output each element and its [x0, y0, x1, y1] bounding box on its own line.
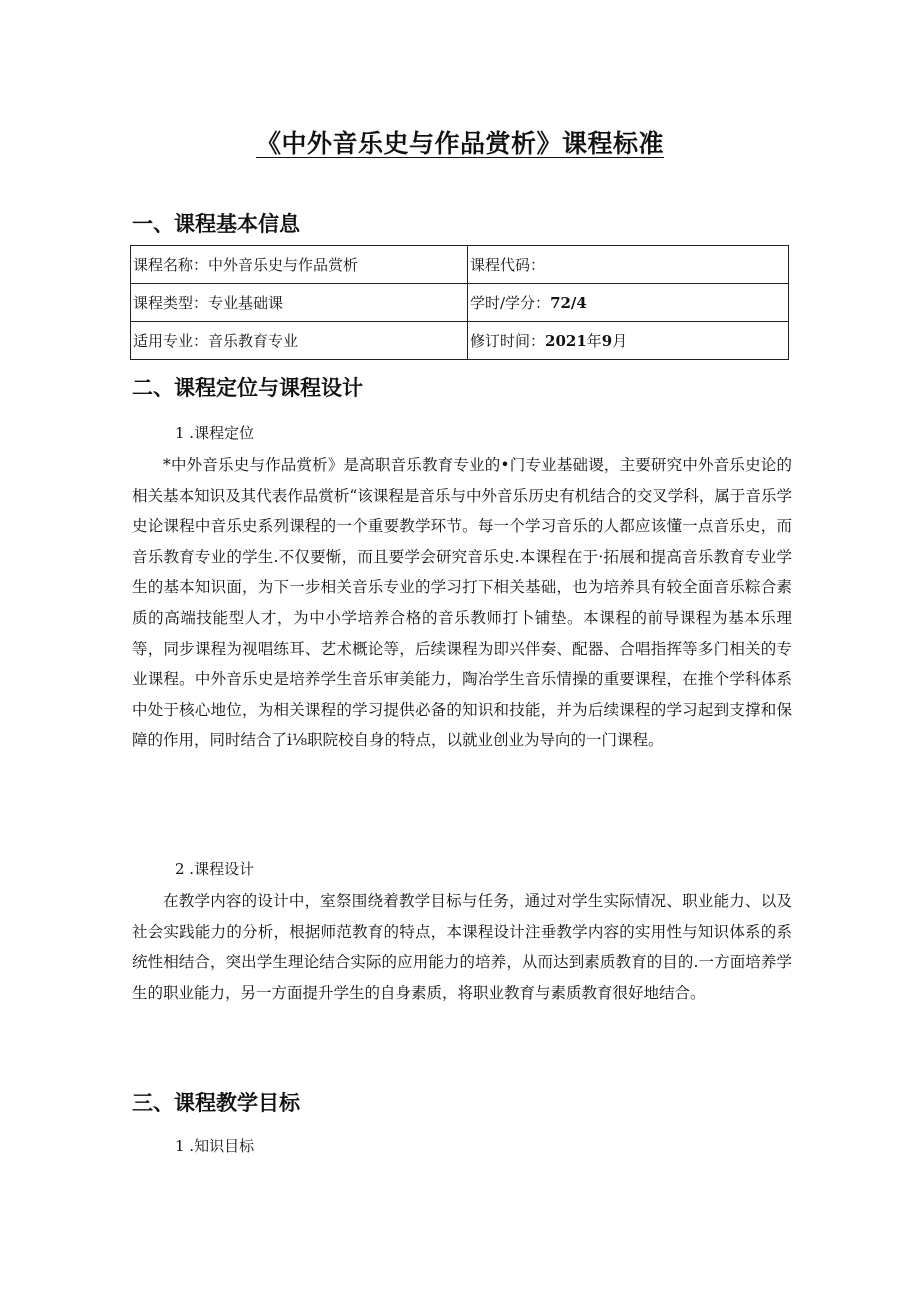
revision-year-unit: 年	[586, 332, 602, 350]
course-major-value: 音乐教育专业	[208, 332, 299, 350]
table-row	[131, 322, 789, 360]
revision-month-unit: 月	[612, 332, 628, 350]
revision-year: 2021	[545, 332, 587, 350]
course-type-label: 课程类型：	[133, 294, 209, 312]
section-heading-basic-info: 一、课程基本信息	[132, 212, 300, 236]
course-info-table	[130, 245, 789, 360]
course-type-cell	[131, 284, 468, 322]
subsection-heading-design: 2 .课程设计	[175, 860, 255, 878]
section-heading-teaching-goals: 三、课程教学目标	[132, 1091, 300, 1115]
course-type-value: 专业基础课	[208, 294, 284, 312]
subsection-heading-knowledge: 1 .知识目标	[175, 1137, 255, 1155]
positioning-paragraph: *中外音乐史与作品赏析》是高职音乐教育专业的•门专业基础谡，主要研究中外音乐史论的相关基本知识及其代表作品赏析“该课程是音乐与中外音乐历史有机结合的交叉学科，属于音乐学史论课程中音乐史系列课程的一个重要教学环节。每一个学习音乐的人都应该懂一点音乐史，而音乐教育专业的学生.不仅要惭，而且要学会研究音乐史.本课程在于·拓展和提高音乐教育专业学生的基本知识面，为下一步相关音乐专业的学习打下相关基础，也为培养具有较全面音乐粽合素质的高端技能型人才，为中小学培养合格的音乐教师打卜铺垫。本课程的前导课程为基本乐理等，同步课程为视唱练耳、艺术概论等，后续课程为即兴伴奏、配器、合唱指挥等多门相关的专业课程。中外音乐史是培养学生音乐审美能力，陶冶学生音乐情操的重要课程，在推个学科体系中处于核心地位，为相关课程的学习提供必备的知识和技能，并为后续课程的学习起到支撑和保障的作用，同时结合了i⅛职院校自身的特点，以就业创业为导向的一门课程。	[132, 456, 792, 750]
revision-month: 9	[601, 332, 613, 350]
course-hours-value: 72/4	[550, 294, 587, 312]
course-hours-cell	[468, 284, 789, 322]
section-heading-positioning-design: 二、课程定位与课程设计	[132, 376, 363, 400]
design-paragraph: 在教学内容的设计中，室祭围绕着教学目标与任务，通过对学生实际情况、职业能力、以及社会实践能力的分析，根据师范教育的特点，本课程设计注垂教学内容的实用性与知识体系的系统性相结合，突出学生理论结合实际的应用能力的培养，从而达到素质教育的目的.一方面培养学生的职业能力，另一方面提升学生的自身素质，将职业教育与素质教育很好地结合。	[132, 892, 792, 1002]
table-row	[131, 246, 789, 284]
course-hours-label: 学时/学分：	[470, 294, 551, 312]
course-name-value: 中外音乐史与作品赏析	[208, 256, 359, 274]
course-major-cell	[131, 322, 468, 360]
course-code-label: 课程代码：	[470, 256, 546, 274]
revision-time-cell	[468, 322, 789, 360]
subsection-heading-positioning: 1 .课程定位	[175, 424, 255, 442]
table-row	[131, 284, 789, 322]
document-title: 《中外音乐史与作品赏析》课程标准	[255, 129, 664, 158]
course-major-label: 适用专业：	[133, 332, 209, 350]
revision-time-label: 修订时间：	[470, 332, 546, 350]
course-code-cell	[468, 246, 789, 284]
course-name-cell	[131, 246, 468, 284]
course-name-label: 课程名称：	[133, 256, 209, 274]
